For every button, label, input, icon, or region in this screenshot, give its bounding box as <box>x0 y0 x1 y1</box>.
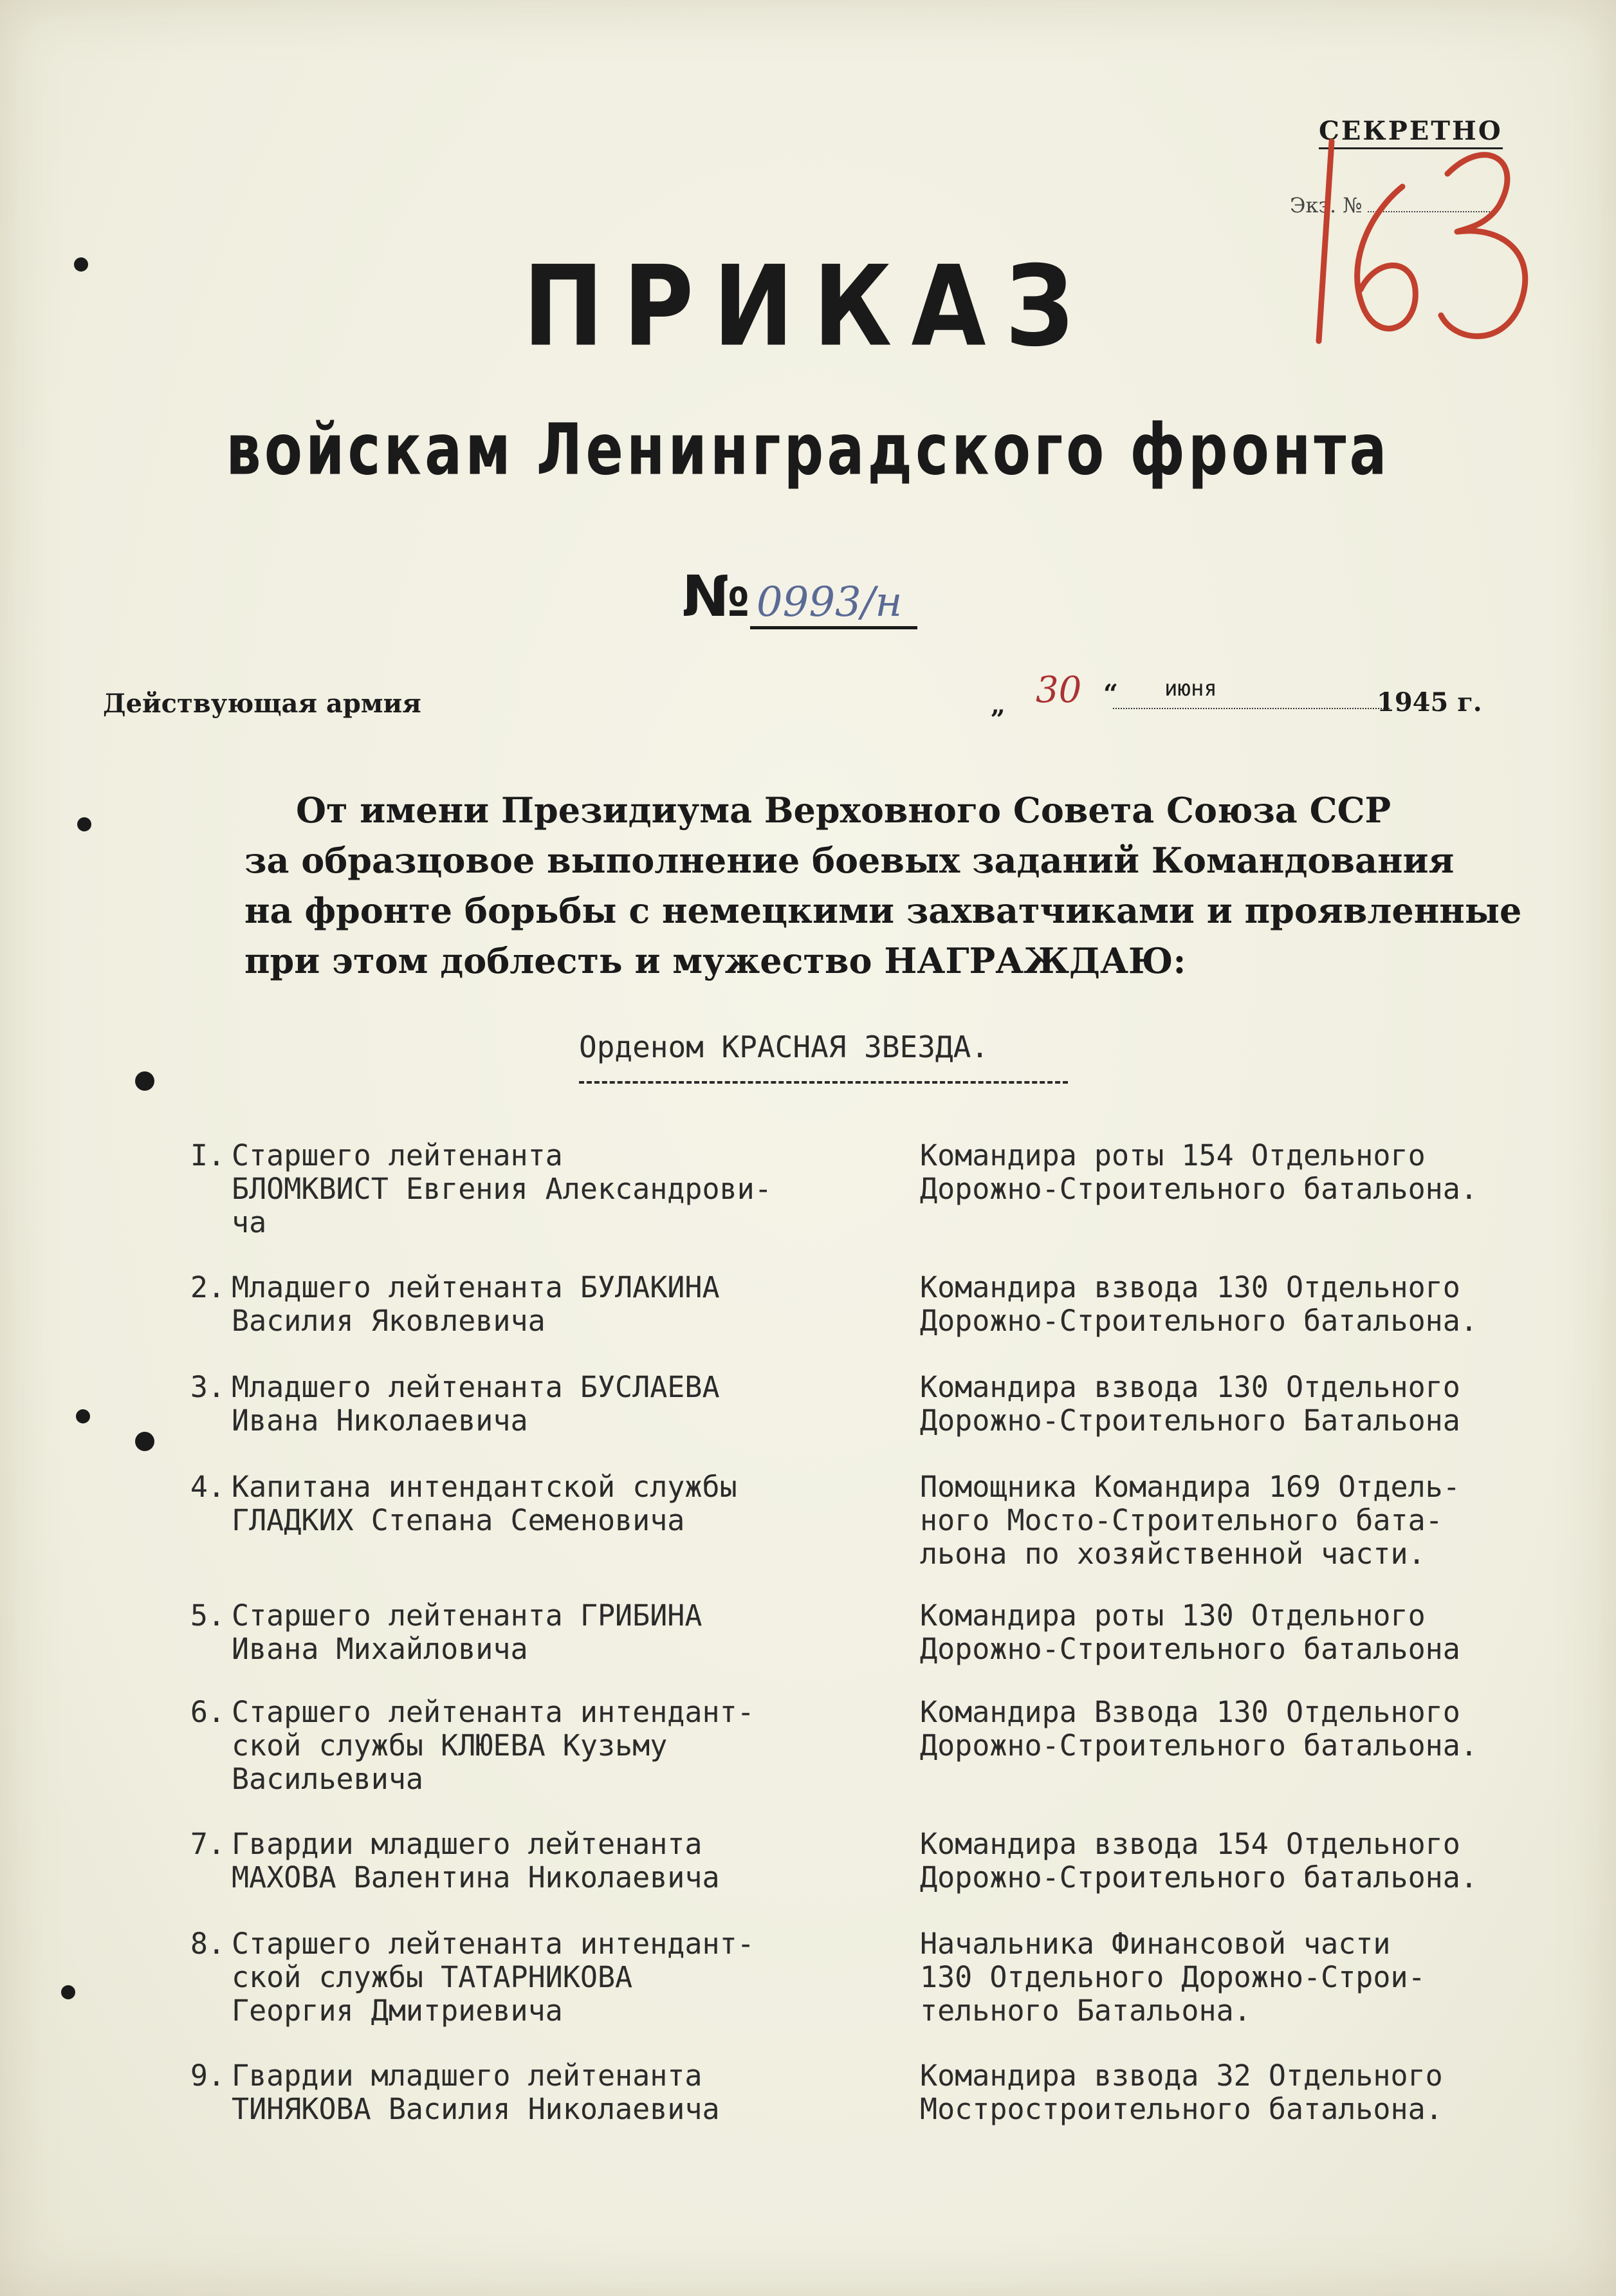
punch-hole <box>77 817 91 831</box>
position-line: льона по хозяйственной части. <box>920 1537 1426 1571</box>
item-number: 8. <box>190 1927 225 1961</box>
item-number: 4. <box>190 1470 225 1504</box>
recipient-line: Георгия Дмитриевича <box>232 1994 563 2028</box>
item-number: I. <box>190 1138 225 1172</box>
recipient-line: БЛОМКВИСТ Евгения Александрови- <box>232 1172 772 1206</box>
item-number: 7. <box>190 1827 225 1861</box>
recipient-line: МАХОВА Валентина Николаевича <box>232 1860 720 1894</box>
punch-hole <box>61 1985 75 1999</box>
position-line: Командира взвода 154 Отдельного <box>920 1827 1460 1861</box>
position-line: Дорожно-Строительного Батальона <box>920 1403 1460 1438</box>
recipient-position <box>920 2059 1608 2126</box>
recipient <box>232 1828 888 1894</box>
recipient-line: Гвардии младшего лейтенанта <box>232 1827 702 1861</box>
preamble-line: за образцовое выполнение боевых заданий Командования <box>244 840 1455 881</box>
recipient-line: Старшего лейтенанта интендант- <box>232 1927 755 1961</box>
position-line: ного Мосто-Строительного бата- <box>920 1503 1443 1537</box>
order-award-name: Орденом КРАСНАЯ ЗВЕЗДА. <box>579 1030 989 1064</box>
recipient-position <box>920 1371 1608 1438</box>
order-number-value: 0993/н <box>750 579 917 629</box>
position-line: Командира взвода 130 Отдельного <box>920 1270 1460 1304</box>
date-month: июня <box>1164 676 1217 701</box>
date-dotted-line <box>1113 708 1390 709</box>
recipient <box>232 1371 888 1438</box>
punch-hole <box>135 1432 154 1451</box>
recipient-line: Младшего лейтенанта БУЛАКИНА <box>232 1270 720 1304</box>
recipient-line: Гвардии младшего лейтенанта <box>232 2059 702 2093</box>
position-line: Командира взвода 32 Отдельного <box>920 2059 1443 2093</box>
recipient-position <box>920 1927 1608 2028</box>
preamble-line: при этом доблесть и мужество НАГРАЖДАЮ: <box>244 940 1186 981</box>
date-close-quote: “ <box>1103 679 1119 709</box>
position-line: 130 Отдельного Дорожно-Строи- <box>920 1960 1426 1994</box>
position-line: Командира роты 154 Отдельного <box>920 1138 1426 1172</box>
recipient <box>232 1927 888 2028</box>
preamble <box>244 785 1522 986</box>
recipient-line: Ивана Михайловича <box>232 1632 528 1666</box>
recipient-line: Ивана Николаевича <box>232 1403 528 1438</box>
item-number: 6. <box>190 1695 225 1729</box>
position-line: Командира взвода 130 Отдельного <box>920 1370 1460 1404</box>
recipient <box>232 2059 888 2126</box>
position-line: Дорожно-Строительного батальона. <box>920 1728 1478 1763</box>
order-award-underline <box>579 1081 1068 1084</box>
recipient-line: ской службы ТАТАРНИКОВА <box>232 1960 633 1994</box>
recipient-position <box>920 1599 1608 1666</box>
recipient-line: Старшего лейтенанта ГРИБИНА <box>232 1598 702 1633</box>
recipient-line: ской службы КЛЮЕВА Кузьму <box>232 1728 668 1763</box>
preamble-line: на фронте борьбы с немецкими захватчиками и проявленные <box>244 890 1522 931</box>
document-subtitle: войскам Ленинградского фронта <box>226 408 1390 491</box>
item-number: 5. <box>190 1598 225 1633</box>
recipient-line: Старшего лейтенанта <box>232 1138 563 1172</box>
position-line: Командира роты 130 Отдельного <box>920 1598 1426 1633</box>
preamble-line: От имени Президиума Верховного Совета Союза ССР <box>296 790 1391 831</box>
position-line: Дорожно-Строительного батальона. <box>920 1860 1478 1894</box>
position-line: Дорожно-Строительного батальона. <box>920 1172 1478 1206</box>
place-label: Действующая армия <box>103 689 421 719</box>
recipient <box>232 1599 888 1666</box>
date-day: 30 <box>1036 669 1082 711</box>
recipient <box>232 1271 888 1338</box>
punch-hole <box>135 1071 154 1091</box>
position-line: Командира Взвода 130 Отдельного <box>920 1695 1460 1729</box>
date-open-quote: „ <box>991 690 1006 720</box>
date-year: 1945 г. <box>1377 687 1482 718</box>
item-number: 2. <box>190 1270 225 1304</box>
punch-hole <box>76 1409 90 1423</box>
order-date <box>991 669 1492 721</box>
secret-label: СЕКРЕТНО <box>1319 116 1503 149</box>
recipient-line: Капитана интендантской службы <box>232 1470 737 1504</box>
recipient-position <box>920 1470 1608 1571</box>
recipient-line: Старшего лейтенанта интендант- <box>232 1695 755 1729</box>
recipient-line: Васильевича <box>232 1762 424 1796</box>
position-line: Помощника Командира 169 Отдель- <box>920 1470 1460 1504</box>
recipient <box>232 1139 888 1239</box>
position-line: Мостростроительного батальона. <box>920 2092 1443 2126</box>
position-line: Дорожно-Строительного батальона <box>920 1632 1460 1666</box>
recipient-position <box>920 1696 1608 1763</box>
position-line: тельного Батальона. <box>920 1994 1251 2028</box>
order-number <box>682 563 917 629</box>
document-title: ПРИКАЗ <box>522 242 1094 372</box>
position-line: Начальника Финансовой части <box>920 1927 1391 1961</box>
recipient <box>232 1696 888 1796</box>
recipient <box>232 1470 888 1537</box>
item-number: 9. <box>190 2059 225 2093</box>
item-number: 3. <box>190 1370 225 1404</box>
recipient-line: Василия Яковлевича <box>232 1304 546 1338</box>
recipient-line: ГЛАДКИХ Степана Семеновича <box>232 1503 685 1537</box>
recipient-position <box>920 1139 1608 1206</box>
recipient-position <box>920 1828 1608 1894</box>
recipient-line: Младшего лейтенанта БУСЛАЕВА <box>232 1370 720 1404</box>
position-line: Дорожно-Строительного батальона. <box>920 1304 1478 1338</box>
number-sign: № <box>682 563 750 629</box>
recipient-position <box>920 1271 1608 1338</box>
copy-number-label: Экз. № <box>1290 193 1363 218</box>
recipient-line: ТИНЯКОВА Василия Николаевича <box>232 2092 720 2126</box>
recipient-line: ча <box>232 1205 267 1239</box>
